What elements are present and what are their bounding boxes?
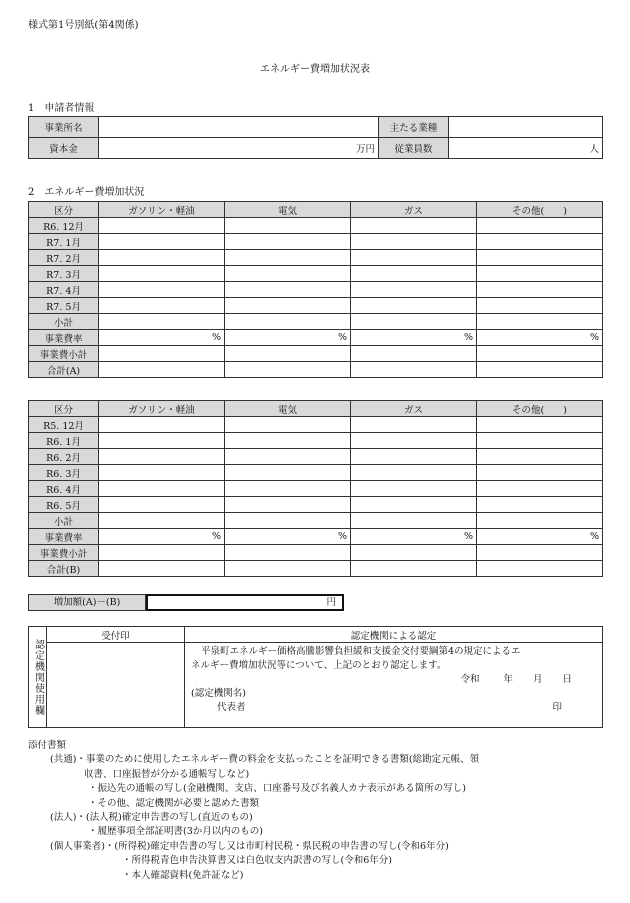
col-electricity: 電気	[225, 202, 351, 218]
cell[interactable]	[477, 314, 603, 330]
month-row	[29, 465, 603, 481]
month-label: R6. 1月	[29, 433, 99, 449]
cell[interactable]	[99, 218, 225, 234]
capital-unit: 万円	[355, 144, 375, 155]
cell[interactable]	[225, 417, 351, 433]
col-gasoline: ガソリン・軽油	[99, 401, 225, 417]
cell[interactable]	[225, 266, 351, 282]
cert-label: 認定機関による認定	[185, 627, 603, 643]
increase-unit: 円	[326, 597, 336, 608]
month-label: R6. 2月	[29, 449, 99, 465]
attachments-heading: 添付書類	[28, 740, 67, 751]
main-business-label: 主たる業種	[379, 117, 449, 138]
biz-subtotal-label: 事業費小計	[29, 545, 99, 561]
employees-unit: 人	[589, 144, 599, 155]
cell[interactable]	[351, 561, 477, 577]
month-label: R6. 12月	[29, 218, 99, 234]
cell[interactable]	[477, 433, 603, 449]
cell[interactable]	[351, 218, 477, 234]
cell[interactable]	[477, 250, 603, 266]
table-a-month-rows	[29, 218, 603, 314]
cell[interactable]	[225, 465, 351, 481]
cell[interactable]	[225, 282, 351, 298]
month-label: R7. 5月	[29, 298, 99, 314]
attachment-line: 収書、口座振替が分かる通帳写しなど)	[84, 768, 250, 780]
month-label: R7. 2月	[29, 250, 99, 266]
month-label: R7. 3月	[29, 266, 99, 282]
month-row	[29, 481, 603, 497]
cell[interactable]	[99, 234, 225, 250]
cell[interactable]	[99, 481, 225, 497]
attachment-line: ・その他、認定機関が必要と認めた書類	[88, 797, 260, 809]
rate-cell[interactable]: %	[99, 330, 225, 346]
capital-label: 資本金	[29, 138, 99, 159]
cell[interactable]	[477, 362, 603, 378]
month-label: R6. 5月	[29, 497, 99, 513]
cell[interactable]	[99, 545, 225, 561]
cell[interactable]	[99, 433, 225, 449]
main-business-field[interactable]	[449, 117, 603, 138]
cell[interactable]	[225, 497, 351, 513]
cell[interactable]	[477, 561, 603, 577]
cell[interactable]	[477, 545, 603, 561]
rate-cell[interactable]: %	[225, 529, 351, 545]
rate-cell[interactable]: %	[351, 529, 477, 545]
month-row	[29, 497, 603, 513]
cell[interactable]	[225, 513, 351, 529]
form-label: 様式第1号別紙(第4関係)	[28, 20, 139, 31]
biz-subtotal-label: 事業費小計	[29, 346, 99, 362]
cell[interactable]	[99, 449, 225, 465]
cell[interactable]	[99, 561, 225, 577]
cell[interactable]	[477, 218, 603, 234]
month-row	[29, 282, 603, 298]
month-row	[29, 417, 603, 433]
increase-field[interactable]	[146, 594, 344, 611]
rate-label: 事業費率	[29, 529, 99, 545]
cell[interactable]	[351, 314, 477, 330]
cell[interactable]	[225, 234, 351, 250]
cell[interactable]	[477, 449, 603, 465]
page-title: エネルギー費増加状況表	[260, 64, 370, 75]
office-name-field[interactable]	[99, 117, 379, 138]
month-label: R5. 12月	[29, 417, 99, 433]
seal-mark: 印	[552, 702, 562, 713]
cell[interactable]	[225, 314, 351, 330]
attachment-line: ・本人確認資料(免許証など)	[122, 869, 244, 881]
rate-cell[interactable]: %	[477, 330, 603, 346]
cell[interactable]	[351, 545, 477, 561]
rate-label: 事業費率	[29, 330, 99, 346]
subtotal-label: 小計	[29, 513, 99, 529]
cell[interactable]	[225, 449, 351, 465]
rate-cell[interactable]: %	[477, 529, 603, 545]
cell[interactable]	[225, 561, 351, 577]
cell[interactable]	[225, 298, 351, 314]
cell[interactable]	[477, 497, 603, 513]
cell[interactable]	[477, 513, 603, 529]
section1-heading: 1 申請者情報	[28, 103, 95, 114]
col-other: その他( )	[477, 202, 603, 218]
cert-rep-row	[191, 701, 596, 715]
cell[interactable]	[99, 282, 225, 298]
cell[interactable]	[99, 250, 225, 266]
total-a-label: 合計(A)	[29, 362, 99, 378]
cell[interactable]	[99, 465, 225, 481]
cert-side-label: 認定機関使用欄	[29, 627, 47, 728]
cell[interactable]	[99, 417, 225, 433]
cell[interactable]	[99, 266, 225, 282]
month-row	[29, 218, 603, 234]
cert-rep-label: 代表者	[217, 702, 246, 713]
cell[interactable]	[477, 417, 603, 433]
receipt-stamp-area[interactable]	[47, 643, 185, 728]
cert-org-label: (認定機関名)	[191, 688, 246, 699]
cell[interactable]	[477, 481, 603, 497]
cell[interactable]	[225, 346, 351, 362]
cert-text-line2: ネルギー費増加状況等について、上記のとおり認定します。	[191, 660, 447, 671]
cell[interactable]	[351, 513, 477, 529]
cell[interactable]	[351, 449, 477, 465]
cell[interactable]	[351, 465, 477, 481]
attachment-line: (法人)・(法人税)確定申告書の写し(直近のもの)	[50, 812, 253, 824]
month-row	[29, 449, 603, 465]
cell[interactable]	[351, 298, 477, 314]
employees-label: 従業員数	[379, 138, 449, 159]
month-row	[29, 266, 603, 282]
month-label: R7. 1月	[29, 234, 99, 250]
applicant-info-table	[28, 116, 603, 159]
rate-cell[interactable]: %	[225, 330, 351, 346]
cell[interactable]	[99, 513, 225, 529]
rate-cell[interactable]: %	[99, 529, 225, 545]
month-row	[29, 250, 603, 266]
cell[interactable]	[351, 362, 477, 378]
cell[interactable]	[477, 282, 603, 298]
office-name-label: 事業所名	[29, 117, 99, 138]
cell[interactable]	[99, 298, 225, 314]
section2-heading: 2 エネルギー費増加状況	[28, 187, 145, 198]
attachments	[28, 739, 479, 883]
cell[interactable]	[351, 346, 477, 362]
cell[interactable]	[225, 362, 351, 378]
cert-text-line1: 平泉町エネルギー価格高騰影響負担緩和支援金交付要綱第4の規定によるエ	[201, 646, 521, 657]
cell[interactable]	[351, 417, 477, 433]
total-b-label: 合計(B)	[29, 561, 99, 577]
col-gas: ガス	[351, 401, 477, 417]
col-gasoline: ガソリン・軽油	[99, 202, 225, 218]
energy-table-a	[28, 201, 603, 378]
month-row	[29, 298, 603, 314]
cell[interactable]	[477, 298, 603, 314]
cert-body	[185, 643, 603, 728]
cell[interactable]	[225, 481, 351, 497]
cell[interactable]	[351, 497, 477, 513]
col-category: 区分	[29, 401, 99, 417]
cell[interactable]	[99, 346, 225, 362]
cell[interactable]	[99, 314, 225, 330]
cell[interactable]	[225, 250, 351, 266]
cell[interactable]	[99, 497, 225, 513]
cell[interactable]	[351, 282, 477, 298]
cert-date: 令和 年 月 日	[460, 674, 572, 685]
cell[interactable]	[225, 433, 351, 449]
rate-cell[interactable]: %	[351, 330, 477, 346]
cell[interactable]	[351, 250, 477, 266]
month-label: R6. 3月	[29, 465, 99, 481]
cell[interactable]	[477, 266, 603, 282]
attachment-line: (個人事業者)・(所得税)確定申告書の写し又は市町村民税・県民税の申告書の写し(令和6年分)	[50, 840, 449, 852]
increase-label: 増加額(A)－(B)	[28, 594, 146, 611]
table-b-month-rows	[29, 417, 603, 513]
attachment-line: (共通)・事業のために使用したエネルギー費の料金を支払ったことを証明できる書類(総勘定元帳、領	[50, 754, 480, 766]
energy-table-b	[28, 400, 603, 577]
cell[interactable]	[351, 234, 477, 250]
month-label: R6. 4月	[29, 481, 99, 497]
col-category: 区分	[29, 202, 99, 218]
cell[interactable]	[351, 481, 477, 497]
month-row	[29, 433, 603, 449]
cell[interactable]	[225, 545, 351, 561]
capital-field[interactable]	[99, 138, 379, 159]
attachment-line: ・履歴事項全部証明書(3か月以内のもの)	[88, 826, 263, 838]
cell[interactable]	[477, 346, 603, 362]
cell[interactable]	[351, 266, 477, 282]
cell[interactable]	[99, 362, 225, 378]
col-electricity: 電気	[225, 401, 351, 417]
certification-table	[28, 626, 603, 728]
cell[interactable]	[477, 465, 603, 481]
col-gas: ガス	[351, 202, 477, 218]
attachment-line: ・所得税青色申告決算書又は白色収支内訳書の写し(令和6年分)	[122, 855, 392, 867]
cell[interactable]	[225, 218, 351, 234]
employees-field[interactable]	[449, 138, 603, 159]
month-row	[29, 234, 603, 250]
cell[interactable]	[351, 433, 477, 449]
col-other: その他( )	[477, 401, 603, 417]
month-label: R7. 4月	[29, 282, 99, 298]
attachment-line: ・振込先の通帳の写し(金融機関、支店、口座番号及び名義人カナ表示がある箇所の写し)	[88, 783, 466, 795]
receipt-label: 受付印	[47, 627, 185, 643]
subtotal-label: 小計	[29, 314, 99, 330]
cell[interactable]	[477, 234, 603, 250]
